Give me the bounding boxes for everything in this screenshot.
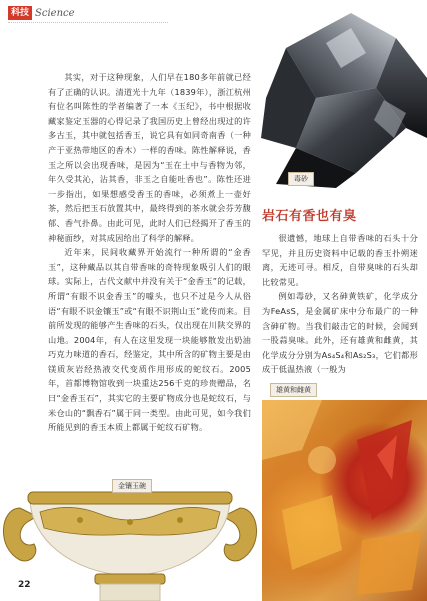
section-tag: 科技	[8, 6, 32, 20]
right-column	[262, 231, 418, 377]
header-divider	[8, 22, 168, 23]
section-name: Science	[35, 7, 75, 19]
left-column	[48, 70, 251, 435]
arsenopyrite-caption: 毒砂	[288, 172, 314, 186]
paragraph: 例如毒砂，又名砷黄铁矿，化学成分为FeAsS，是金属矿床中分布最广的一种含砷矿物。当我们敲击它的时候，会闻到一股蒜臭味。此外，还有雄黄和雌黄，其化学成分分别为As₄S₄和As₂S₃，它们都形成于低温热液（一般为	[262, 291, 418, 375]
jade-bowl-caption: 金镶玉碗	[112, 479, 152, 493]
arsenopyrite-photo	[256, 8, 427, 188]
realgar-orpiment-photo	[262, 400, 427, 601]
paragraph: 其实，对于这种现象，人们早在180多年前就已经有了正确的认识。清道光十九年（1839年），浙江杭州有位名叫陈性的学者编著了一本《玉纪》，书中根据收藏家鉴定玉器的心得记录了我国历史上曾经出现过的许多古玉，其中就包括香玉，说它具有如同奇南香（一种产于亚热带地区的香木）一样的香味。陈性解释说，香玉之所以会出现香味，是因为“玉在土中与香物为邻，年久受其沁，沾其香，非玉之自能吐香也”。陈性还进一步指出，如果想感受香玉的香味，必须煮上一壶好茶，然后把玉石放置其中，最终得到的茶水就会芬芳馥郁、香气扑鼻。由此可见，此时人们已经揭开了香玉的神秘面纱，对其成因给出了科学的解释。	[48, 72, 251, 243]
section-title: 岩石有香也有臭	[262, 209, 357, 224]
page-number: 22	[18, 580, 31, 590]
paragraph: 近年来，民间收藏界开始流行一种所谓的“金香玉”，这种藏品以其自带香味的奇特现象吸引人们的眼球。实际上，古代文献中并没有关于“金香玉”的记载，所谓“有眼不识金香玉”的噱头，也只不过是今人从俗语“有眼不识金镶玉”或“有眼不识荆山玉”讹传而来。目前所发现的能够产生香味的石头，仅出现在川陕交界的山地。2004年，有人在这里发现一块能够散发出奶油巧克力味道的香石，经鉴定，其中所含的矿物主要是由镁质灰岩经热液交代变质作用形成的蛇纹石。2005年，首都博物馆收到一块重达256千克的珍贵赠品，名曰“金香玉石”，其实它的主要矿物成分也是蛇纹石，与米仓山的“飘香石”属于同一类型。由此可见，如今我们所能见到的香玉本质上都属于蛇纹石矿物。	[48, 247, 251, 433]
realgar-caption: 雄黄和雌黄	[270, 383, 317, 397]
paragraph: 很遗憾，地球上自带香味的石头十分罕见，并且历史资料中记载的香玉扑朔迷离，无迹可寻。相反，自带臭味的石头却比较常见。	[262, 233, 418, 287]
section-header	[8, 6, 75, 20]
